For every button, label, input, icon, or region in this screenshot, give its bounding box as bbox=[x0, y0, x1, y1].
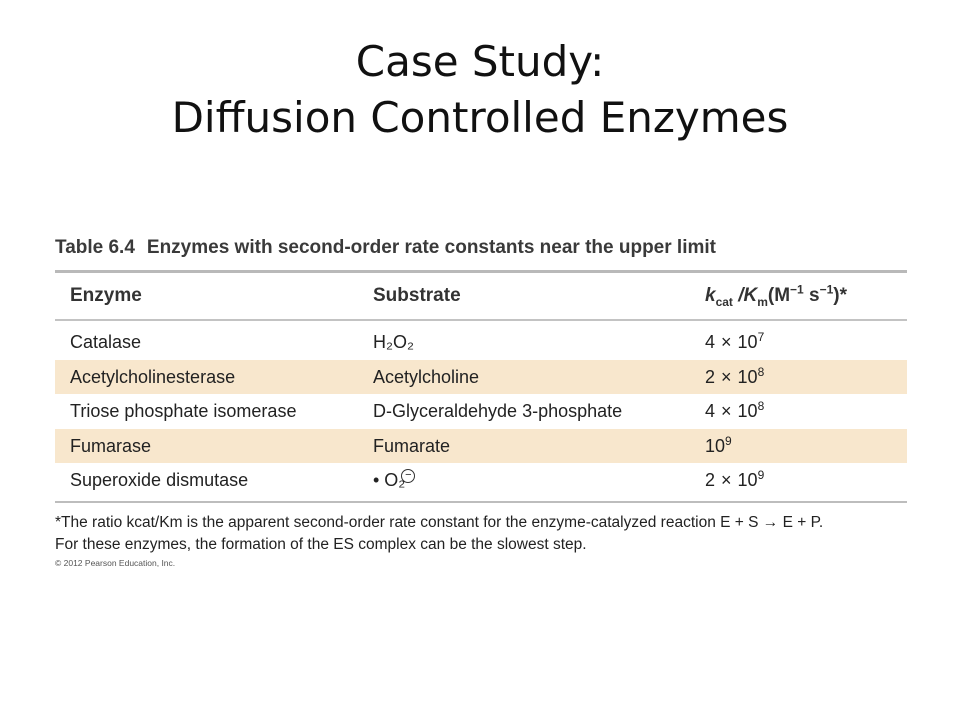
header-K: K bbox=[743, 285, 758, 306]
cell-substrate-text: • O₂ bbox=[373, 470, 406, 490]
cell-rate bbox=[705, 394, 764, 429]
table-caption bbox=[55, 230, 907, 266]
table-row bbox=[55, 429, 907, 464]
header-units-s: s bbox=[803, 285, 820, 306]
times-symbol: × bbox=[721, 401, 732, 421]
cell-rate-mantissa: 4 bbox=[705, 332, 716, 352]
table-body bbox=[55, 321, 907, 501]
slide-title-line1: Case Study: bbox=[355, 37, 605, 86]
cell-rate bbox=[705, 360, 764, 395]
cell-rate-mantissa: 2 bbox=[705, 366, 716, 387]
cell-rate bbox=[705, 463, 764, 498]
cell-substrate: H₂O₂ bbox=[373, 332, 414, 352]
cell-rate-mantissa: 4 bbox=[705, 401, 716, 421]
header-units-close: )* bbox=[833, 285, 848, 306]
cell-rate-mantissa: 2 bbox=[705, 470, 716, 490]
cell-rate bbox=[705, 429, 732, 464]
table-bottom-rule bbox=[55, 501, 907, 503]
table-number: Table 6.4 bbox=[55, 237, 135, 258]
cell-rate-base: 10 bbox=[737, 401, 758, 421]
header-rate-constant bbox=[705, 273, 847, 319]
cell-substrate: D-Glyceraldehyde 3-phosphate bbox=[373, 401, 623, 421]
header-slash: / bbox=[732, 285, 744, 306]
cell-rate-exponent: 8 bbox=[757, 399, 765, 413]
header-units-exp2: −1 bbox=[819, 282, 834, 297]
table-footnote bbox=[55, 512, 925, 556]
table-row bbox=[55, 463, 907, 498]
cell-rate-exponent: 7 bbox=[757, 330, 765, 344]
cell-enzyme: Triose phosphate isomerase bbox=[70, 401, 297, 421]
table-row bbox=[55, 360, 907, 395]
header-K-sub: m bbox=[757, 294, 768, 309]
cell-enzyme: Catalase bbox=[70, 332, 142, 352]
times-symbol: × bbox=[721, 470, 732, 490]
cell-rate-base: 10 bbox=[737, 470, 758, 490]
cell-enzyme: Acetylcholinesterase bbox=[70, 366, 236, 387]
cell-rate-exponent: 9 bbox=[725, 433, 732, 448]
header-units-exp1: −1 bbox=[790, 282, 804, 297]
cell-enzyme: Fumarase bbox=[70, 435, 152, 456]
footnote-line2: For these enzymes, the formation of the ES complex can be the slowest step. bbox=[55, 536, 587, 553]
header-enzyme: Enzyme bbox=[70, 285, 142, 306]
header-units-open: (M bbox=[767, 285, 791, 306]
table-row bbox=[55, 325, 907, 360]
enzyme-table bbox=[55, 230, 907, 503]
cell-rate-exponent: 8 bbox=[757, 364, 765, 379]
header-substrate: Substrate bbox=[373, 285, 461, 306]
times-symbol: × bbox=[721, 332, 732, 352]
table-row bbox=[55, 394, 907, 429]
cell-substrate bbox=[373, 463, 415, 498]
header-k-sub: cat bbox=[715, 294, 733, 309]
table-header-row bbox=[55, 273, 907, 319]
slide-title-line2: Diffusion Controlled Enzymes bbox=[171, 93, 789, 142]
cell-enzyme: Superoxide dismutase bbox=[70, 470, 249, 490]
cell-rate-base: 10 bbox=[705, 435, 726, 456]
slide-title bbox=[0, 34, 960, 146]
superoxide-charge-icon: − bbox=[401, 469, 415, 483]
copyright-notice: © 2012 Pearson Education, Inc. bbox=[55, 558, 176, 568]
table-caption-text: Enzymes with second-order rate constants near the upper limit bbox=[146, 237, 716, 258]
header-k: k bbox=[705, 285, 716, 306]
cell-substrate: Fumarate bbox=[373, 435, 451, 456]
cell-rate-exponent: 9 bbox=[757, 468, 765, 482]
cell-rate-base: 10 bbox=[737, 366, 758, 387]
times-symbol: × bbox=[721, 366, 732, 387]
cell-substrate: Acetylcholine bbox=[373, 366, 480, 387]
cell-rate bbox=[705, 325, 764, 360]
cell-rate-base: 10 bbox=[737, 332, 758, 352]
footnote-line1: *The ratio kcat/Km is the apparent second-order rate constant for the enzyme-catalyzed reaction E + S → E + P. bbox=[55, 514, 824, 531]
